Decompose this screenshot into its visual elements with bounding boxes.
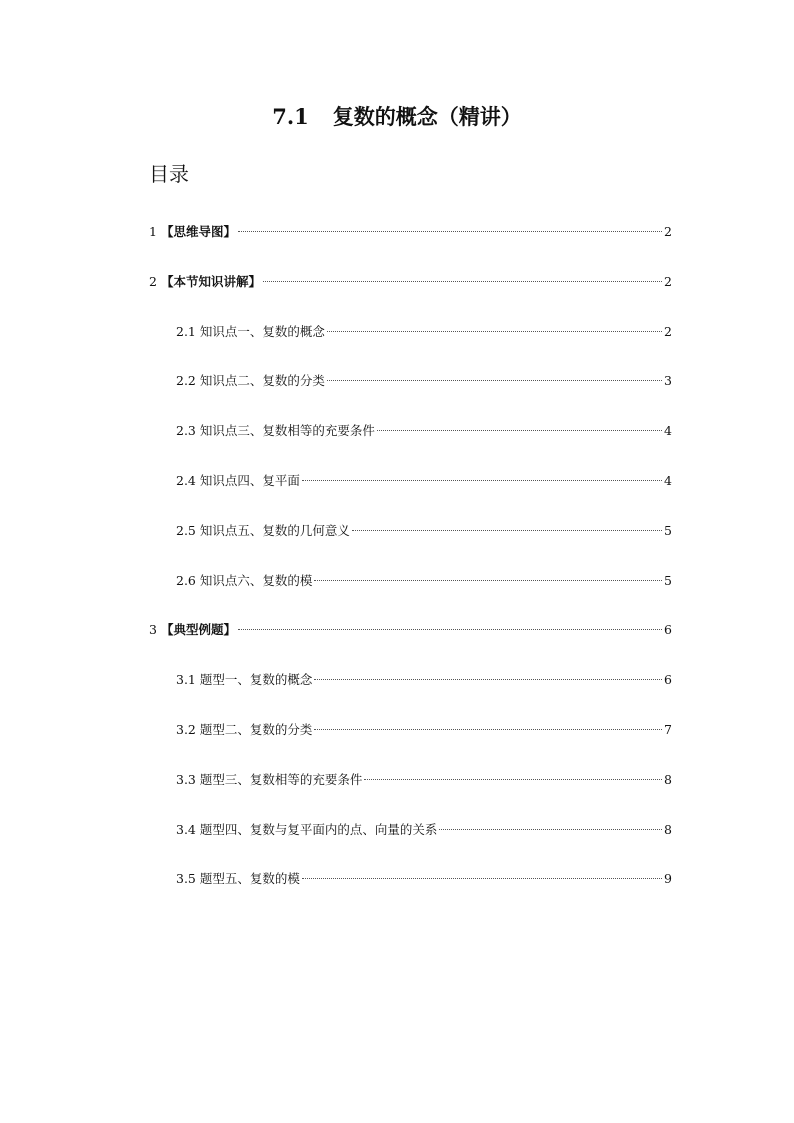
toc-dot-leader xyxy=(327,380,662,381)
toc-dot-leader xyxy=(263,281,662,282)
toc-entry-text: 题型四、复数与复平面内的点、向量的关系 xyxy=(199,822,438,837)
toc-entry-number: 3.3 xyxy=(176,772,196,787)
toc-entry[interactable] xyxy=(176,869,672,889)
toc-dot-leader xyxy=(377,430,662,431)
toc-dot-leader xyxy=(314,729,662,730)
toc-entry-text: 知识点六、复数的模 xyxy=(199,573,313,588)
toc-entry[interactable] xyxy=(176,371,672,391)
toc-dot-leader xyxy=(302,878,662,879)
toc-entry-label xyxy=(176,820,437,840)
toc-entry[interactable] xyxy=(176,770,672,790)
toc-entry-text: 知识点一、复数的概念 xyxy=(199,324,325,339)
toc-dot-leader xyxy=(352,530,662,531)
toc-page-number: 5 xyxy=(664,523,672,538)
toc-entry-number: 3.2 xyxy=(176,722,196,737)
toc-entry-label xyxy=(176,670,312,690)
toc-entry-label xyxy=(176,720,312,740)
toc-entry[interactable] xyxy=(176,720,672,740)
toc-entry-number: 1 xyxy=(149,224,157,239)
toc-dot-leader xyxy=(302,480,662,481)
toc-entry-text: 知识点三、复数相等的充要条件 xyxy=(199,423,375,438)
toc-entry-text: 题型五、复数的模 xyxy=(199,871,300,886)
toc-entry[interactable] xyxy=(176,820,672,840)
toc-page-number: 2 xyxy=(664,224,672,239)
toc-entry[interactable] xyxy=(176,322,672,342)
toc-dot-leader xyxy=(439,829,662,830)
toc-entry-label xyxy=(176,371,325,391)
toc-entry-number: 2.4 xyxy=(176,473,196,488)
toc-entry-number: 2 xyxy=(149,274,157,289)
toc-page-number: 6 xyxy=(664,672,672,687)
toc-entry[interactable] xyxy=(176,421,672,441)
toc-entry[interactable] xyxy=(149,620,672,640)
toc-entry-number: 2.5 xyxy=(176,523,196,538)
toc-dot-leader xyxy=(238,629,662,630)
toc-page-number: 9 xyxy=(664,871,672,886)
toc-dot-leader xyxy=(314,679,662,680)
toc-entry[interactable] xyxy=(176,521,672,541)
toc-entry-number: 2.2 xyxy=(176,373,196,388)
toc-entry[interactable] xyxy=(176,471,672,491)
toc-entry-number: 3.1 xyxy=(176,672,196,687)
toc-entry-label xyxy=(176,421,375,441)
toc-page-number: 7 xyxy=(664,722,672,737)
toc-entry-label xyxy=(149,272,261,292)
toc-page-number: 2 xyxy=(664,324,672,339)
toc-entry-label xyxy=(149,222,236,242)
toc-entry-number: 3.5 xyxy=(176,871,196,886)
toc-entry-label xyxy=(176,322,325,342)
toc-entry[interactable] xyxy=(176,571,672,591)
toc-entry[interactable] xyxy=(149,272,672,292)
toc-entry-number: 3.4 xyxy=(176,822,196,837)
toc-page-number: 4 xyxy=(664,473,672,488)
toc-entry-number: 3 xyxy=(149,622,157,637)
toc-page-number: 4 xyxy=(664,423,672,438)
toc-entry-number: 2.3 xyxy=(176,423,196,438)
toc-entry-text: 【典型例题】 xyxy=(160,622,236,637)
toc-entry-number: 2.6 xyxy=(176,573,196,588)
toc-entry-label xyxy=(176,869,300,889)
toc-entry-text: 题型一、复数的概念 xyxy=(199,672,313,687)
toc-dot-leader xyxy=(327,331,662,332)
toc-page-number: 8 xyxy=(664,772,672,787)
toc-entry-number: 2.1 xyxy=(176,324,196,339)
toc-entry-label xyxy=(176,471,300,491)
toc-entry-text: 知识点五、复数的几何意义 xyxy=(199,523,350,538)
toc-entry-label xyxy=(176,521,350,541)
title-number: 7.1 xyxy=(272,104,309,129)
toc-entry-text: 知识点二、复数的分类 xyxy=(199,373,325,388)
toc-page-number: 3 xyxy=(664,373,672,388)
toc-page-number: 8 xyxy=(664,822,672,837)
toc-entry-text: 【本节知识讲解】 xyxy=(160,274,261,289)
document-title xyxy=(0,100,794,134)
toc-dot-leader xyxy=(314,580,662,581)
toc-entry-text: 知识点四、复平面 xyxy=(199,473,300,488)
toc-entry-label xyxy=(176,571,312,591)
toc-entry[interactable] xyxy=(149,222,672,242)
toc-dot-leader xyxy=(364,779,662,780)
toc-page-number: 2 xyxy=(664,274,672,289)
toc-entry-text: 【思维导图】 xyxy=(160,224,236,239)
toc-page-number: 6 xyxy=(664,622,672,637)
toc-entry-label xyxy=(149,620,236,640)
toc-heading: 目录 xyxy=(149,162,189,186)
toc-entry-text: 题型二、复数的分类 xyxy=(199,722,313,737)
title-text: 复数的概念（精讲） xyxy=(332,104,522,129)
toc-entry-text: 题型三、复数相等的充要条件 xyxy=(199,772,363,787)
toc-dot-leader xyxy=(238,231,662,232)
toc-entry[interactable] xyxy=(176,670,672,690)
toc-page-number: 5 xyxy=(664,573,672,588)
toc-entry-label xyxy=(176,770,362,790)
